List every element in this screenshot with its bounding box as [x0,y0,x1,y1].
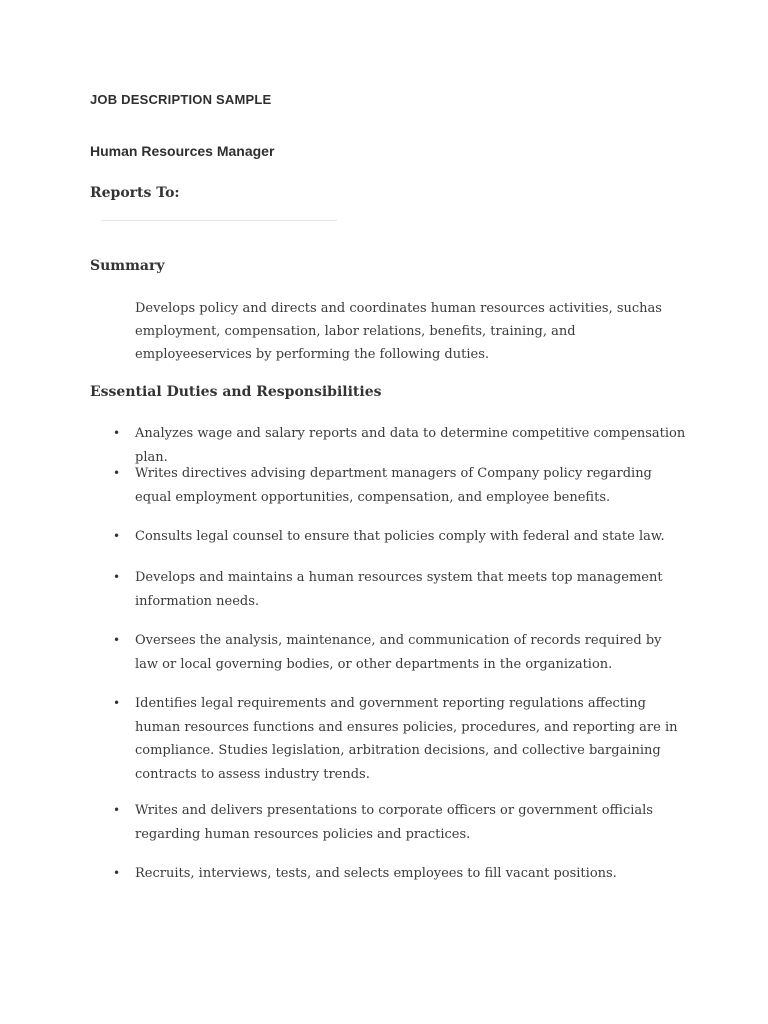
duty-item [113,799,693,846]
duty-item [113,566,693,613]
bullet-icon: • [113,529,121,543]
duty-item [113,629,693,676]
duty-item [113,692,693,786]
bullet-icon: • [113,633,121,647]
duty-item [113,525,693,549]
document-title: JOB DESCRIPTION SAMPLE [90,92,272,107]
duty-item [113,862,693,886]
bullet-icon: • [113,866,121,880]
duty-text: Oversees the analysis, maintenance, and communication of records required by law or local governing bodies, or other departments in the organization. [135,633,662,672]
duty-text: Writes and delivers presentations to corporate officers or government officials regarding human resources policies and practices. [135,803,653,842]
summary-heading: Summary [90,258,165,274]
duty-text: Develops and maintains a human resources system that meets top management information needs. [135,570,663,609]
reports-to-divider [101,220,337,221]
duties-heading: Essential Duties and Responsibilities [90,384,382,400]
bullet-icon: • [113,466,121,480]
bullet-icon: • [113,803,121,817]
bullet-icon: • [113,696,121,710]
duty-text: Writes directives advising department managers of Company policy regarding equal employment opportunities, compensation, and employee benefits. [135,466,652,505]
reports-to-label: Reports To: [90,185,180,201]
duty-text: Identifies legal requirements and government reporting regulations affecting human resources functions and ensures policies, procedures, and reporting are in compliance. Studies legislation, arbitration decisions, and collective bargaining contracts to assess industry trends. [135,696,678,782]
summary-paragraph: Develops policy and directs and coordinates human resources activities, suchas employment, compensation, labor relations, benefits, training, and employeeservices by performing the following duties. [135,301,662,362]
job-title: Human Resources Manager [90,143,275,159]
bullet-icon: • [113,426,121,440]
bullet-icon: • [113,570,121,584]
duty-text: Consults legal counsel to ensure that policies comply with federal and state law. [135,529,665,544]
duty-text: Analyzes wage and salary reports and data to determine competitive compensation plan. [135,426,686,465]
duty-text: Recruits, interviews, tests, and selects employees to fill vacant positions. [135,866,617,881]
duty-item [113,462,693,509]
